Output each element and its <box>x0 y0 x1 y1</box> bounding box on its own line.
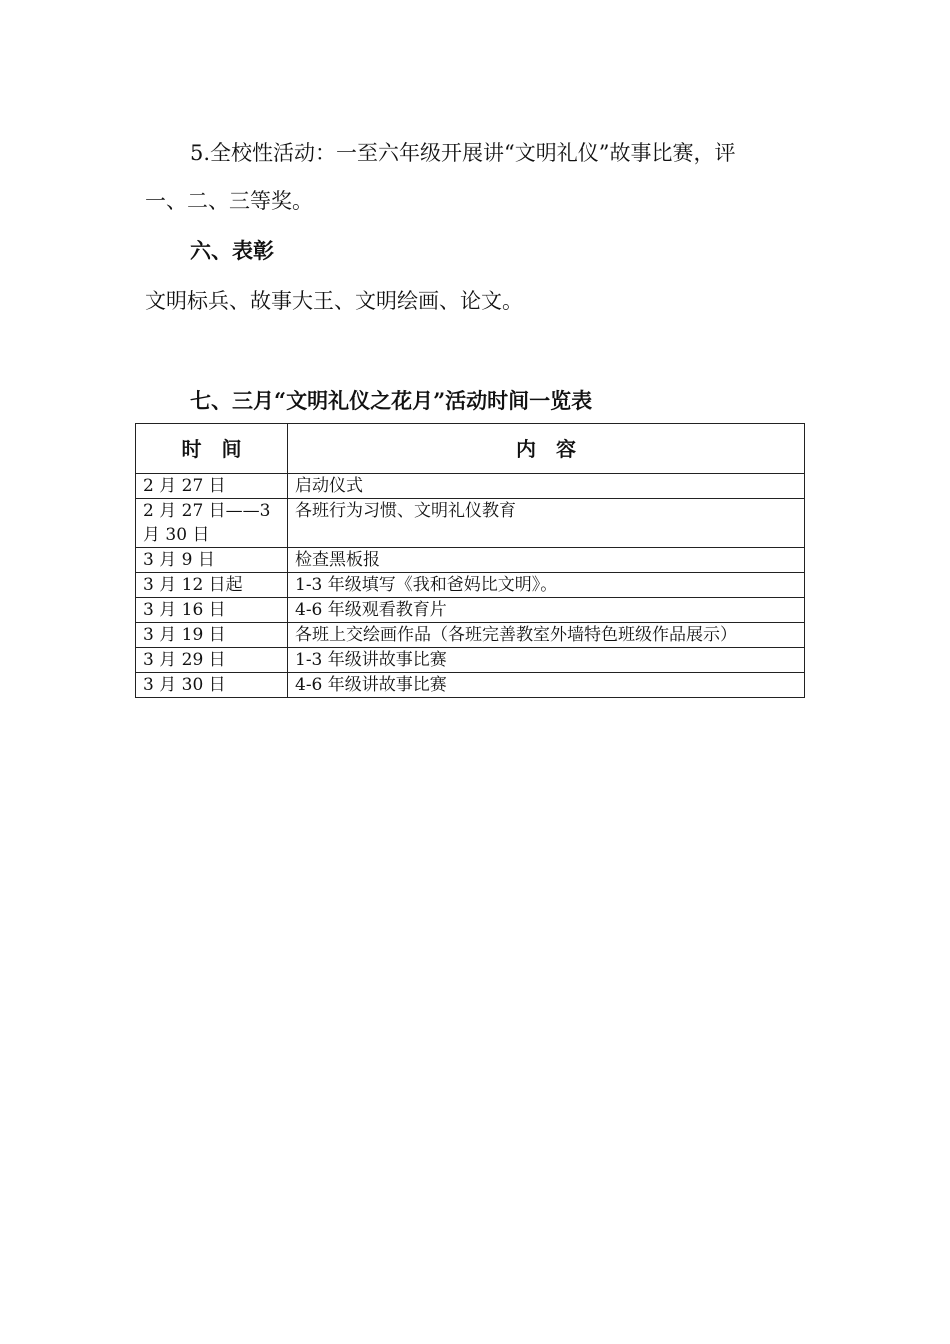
header-time: 时 间 <box>136 424 288 474</box>
row-content: 1-3 年级讲故事比赛 <box>288 648 805 673</box>
table-row <box>136 598 805 623</box>
row-content: 各班行为习惯、文明礼仪教育 <box>288 499 805 548</box>
section7-heading: 七、三月“文明礼仪之花月”活动时间一览表 <box>190 388 593 413</box>
row-content: 各班上交绘画作品（各班完善教室外墙特色班级作品展示） <box>288 623 805 648</box>
section6-text: 文明标兵、故事大王、文明绘画、论文。 <box>145 289 523 313</box>
row-time: 3 月 16 日 <box>136 598 288 623</box>
row-time: 2 月 27 日 <box>136 474 288 499</box>
section5-text-line2: 一、二、三等奖。 <box>145 189 313 213</box>
row-time: 3 月 29 日 <box>136 648 288 673</box>
table-header-row <box>136 424 805 474</box>
row-content: 4-6 年级观看教育片 <box>288 598 805 623</box>
activity-schedule-table <box>135 423 805 698</box>
table-row <box>136 474 805 499</box>
row-time: 3 月 9 日 <box>136 548 288 573</box>
table-row <box>136 623 805 648</box>
table-row <box>136 673 805 698</box>
table-row <box>136 648 805 673</box>
row-time: 3 月 12 日起 <box>136 573 288 598</box>
header-content: 内 容 <box>288 424 805 474</box>
row-time: 2 月 27 日——3 月 30 日 <box>136 499 288 548</box>
section6-heading: 六、表彰 <box>190 238 274 263</box>
row-time: 3 月 19 日 <box>136 623 288 648</box>
table-row <box>136 499 805 548</box>
table-row <box>136 573 805 598</box>
table-row <box>136 548 805 573</box>
row-content: 检查黑板报 <box>288 548 805 573</box>
row-content: 1-3 年级填写《我和爸妈比文明》。 <box>288 573 805 598</box>
row-content: 4-6 年级讲故事比赛 <box>288 673 805 698</box>
row-time: 3 月 30 日 <box>136 673 288 698</box>
section5-text-line1: 5.全校性活动：一至六年级开展讲“文明礼仪”故事比赛，评 <box>190 141 736 165</box>
row-content: 启动仪式 <box>288 474 805 499</box>
